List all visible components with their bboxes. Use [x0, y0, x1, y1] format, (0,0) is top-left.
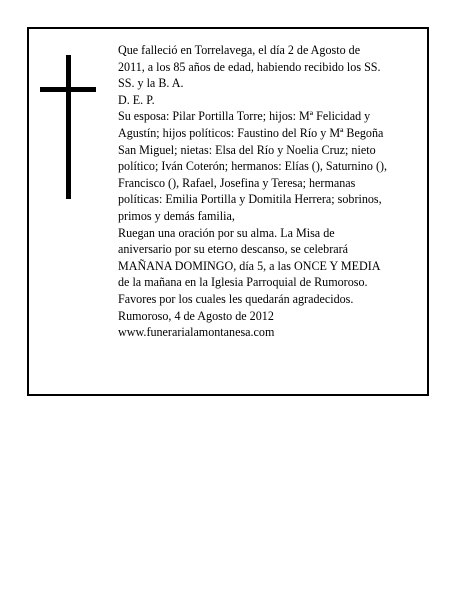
cross-icon: [40, 55, 96, 199]
website-link[interactable]: www.funerarialamontanesa.com: [118, 325, 275, 340]
obituary-line: primos y demás familia,: [118, 208, 235, 223]
cross-vertical-bar: [66, 55, 71, 199]
obituary-line: 2011, a los 85 años de edad, habiendo recibido los SS.: [118, 59, 381, 74]
obituary-line: Rumoroso, 4 de Agosto de 2012: [118, 308, 274, 323]
cross-horizontal-bar: [40, 87, 96, 92]
obituary-line: SS. y la B. A.: [118, 76, 184, 91]
obituary-line: D. E. P.: [118, 92, 155, 107]
obituary-line: Favores por los cuales les quedarán agradecidos.: [118, 291, 354, 306]
obituary-line: de la mañana en la Iglesia Parroquial de Rumoroso.: [118, 275, 368, 290]
obituary-line: Ruegan una oración por su alma. La Misa de: [118, 225, 335, 240]
obituary-line: MAÑANA DOMINGO, día 5, a las ONCE Y MEDIA: [118, 258, 381, 273]
obituary-card: [27, 27, 429, 396]
obituary-line: San Miguel; nietas: Elsa del Río y Noelia Cruz; nieto: [118, 142, 376, 157]
obituary-line: Francisco (), Rafael, Josefina y Teresa; hermanas: [118, 175, 356, 190]
obituary-line: Que falleció en Torrelavega, el día 2 de Agosto de: [118, 43, 361, 57]
obituary-line: Su esposa: Pilar Portilla Torre; hijos: Mª Felicidad y: [118, 109, 371, 124]
obituary-line: Agustín; hijos políticos: Faustino del Río y Mª Begoña: [118, 125, 384, 140]
obituary-line: políticas: Emilia Portilla y Domitila Herrera; sobrinos,: [118, 192, 382, 207]
obituary-line: político; Iván Coterón; hermanos: Elías (), Saturnino (),: [118, 159, 388, 174]
obituary-text: [118, 42, 420, 341]
obituary-line: aniversario por su eterno descanso, se celebrará: [118, 242, 349, 257]
